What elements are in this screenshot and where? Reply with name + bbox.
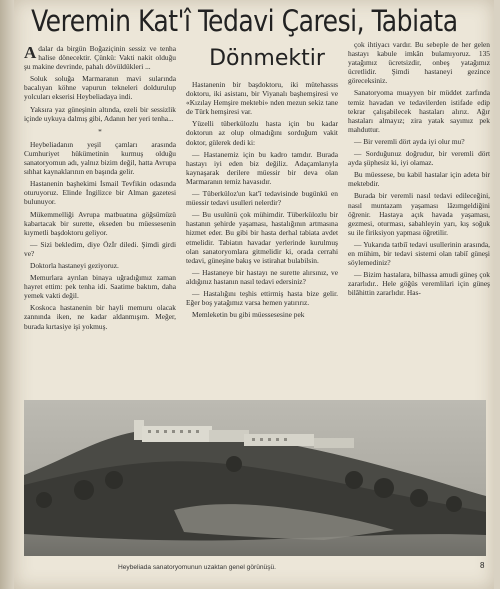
paragraph: çok ihtiyacı vardır. Bu sebeple de her gelen hastayı kabule imkân bulamıyoruz. 135 yatağımız ücretsizdir, onbeş yatağımız ücretlidir. Şimdi hastaneyi gezince göreceksiniz.	[348, 40, 490, 86]
article-title-continuation: Dönmektir	[209, 46, 325, 71]
paragraph: Sanatoryoma muayyen bir müddet zarfında temiz havadan ve tedavilerden istifade edip tekrar çalışabilecek hastaları alırız. Ağır hastaları almayız; zira yatak sayımız pek mahduttur.	[348, 88, 490, 134]
section-divider: *	[98, 126, 102, 136]
paragraph: Mükemmelliği Avrupa matbuatına göğsümüzü kabartacak bir surette, ekseden bu müessesenin kıymetli başdoktoru geliyor.	[24, 209, 176, 237]
paragraph: Koskoca hastanenin bir hayli memuru olacak zannında iken, ne kadar aldanmışım. Meğer, burada kırtasiye işi yokmuş.	[24, 303, 176, 331]
paragraph: — Bu usulünü çok mühimdir. Tüberkülozlu bir hastanın şehirde yaşaması, hastalığının artmasına hizmet eder. Bu gibi bir hasta derhal tabiata avdet etmelidir. Tabiatın havadar yerlerinde kurulmuş olan sanatoryomlara gitmelidir ki, orada cerrahi tedavi, güneşine bakış ve istirahat bulabilsin.	[186, 210, 338, 265]
paragraph: Bu müessese, bu kabil hastalar için adeta bir mektebdir.	[348, 170, 490, 189]
photo-caption: Heybeliada sanatoryomunun uzaktan genel görünüşü.	[118, 564, 276, 571]
paragraph: — Bizim hastalara, bilhassa amudi güneş çok zararlıdır.. Hele göğüs veremlilari için güneş bilâhittin zararlıdır. Has-	[348, 270, 490, 298]
paragraph: — Tüberküloz'un kat'î tedavisinde bugünkü en müessir tedavi usulleri nelerdir?	[186, 189, 338, 208]
paragraph: — Sorduğunuz doğrudur, bir veremli dört ayda şüphesiz ki, iyi olamaz.	[348, 149, 490, 168]
page-number: 8	[480, 561, 485, 570]
article-title: Veremin Kat'î Tedavi Çaresi, Tabiata	[31, 4, 458, 38]
sanatorium-photo-illustration	[24, 400, 486, 556]
paragraph: Yaksıra yaz güneşinin altında, ezeli bir sessizlik içinde uykuya dalmış gibi, Adanın her yeri tenha...	[24, 104, 176, 123]
paragraph: — Hastanemiz için bu kadro tamdır. Burada hastayı iyi eden biz değiliz. Adaçamlarıyla kaynaşarak derilere müessir bir deva olan Marmaranın temiz havasıdır.	[186, 149, 338, 186]
paragraph: Hastanenin başhekimi İsmail Tevfikin odasında oturuyoruz. Elinde İngilizce bir Alman gazetesi bulunuyor.	[24, 179, 176, 207]
column-2	[186, 80, 338, 388]
paragraph: Heybeliadanın yeşil çamları arasında Cumhuriyet hükümetinin kurmuş olduğu sanatoryomun adı, yalnız bizim değil, hatta Avrupa sıhhat kaynaklarının en başında gelir.	[24, 139, 176, 177]
paragraph: — Yukarıda tatbiî tedavi usullerinin arasında, en mühim, bir tedavi sistemi olan tabiî güneşi söylemediniz?	[348, 239, 490, 268]
paragraph: Hastanenin bir başdoktoru, iki mütehassıs doktoru, iki asistanı, bir Viyanalı başhemşiresi ve «Kızılay Hemşire mektebi» nden mezun sekiz tane de Türk hemşiresi var.	[186, 80, 338, 117]
paragraph: Doktorla hastaneyi geziyoruz.	[30, 260, 119, 270]
sanatorium-photo	[24, 400, 486, 556]
page-edge-shadow	[0, 0, 14, 589]
drop-cap: A	[24, 44, 37, 62]
paragraph: — Sizi bekledim, diye Özİr diledi. Şimdi girdi ve?	[24, 239, 176, 258]
column-3	[348, 40, 490, 390]
paragraph: Yüzelli tüberkülozlu hasta için bu kadar doktorun az olup olmadığını sorduğum vakit doktor, gülerek dedi ki:	[186, 119, 338, 147]
paragraph: — Hastaneye bir hastayı ne surette alırsınız, ve aldığınız hastanın nasıl tedavi edersiniz?	[186, 267, 338, 286]
paragraph: dalar da birgün Boğaziçinin sessiz ve tenha halise dönecektir. Çünkü: Vakti nakit olduğu şu makine devrinde, pahalı dövüldükleri ...	[24, 44, 176, 72]
paragraph: — Hastalığını teşhis ettirmiş hasta bize gelir. Eğer boş yatağımız varsa hemen yatırırız.	[186, 288, 338, 308]
paragraph: Burada bir veremli nasıl tedavi edileceğini, nasıl muntazam yaşaması lâzımgeldiğini öğrenir. Hastaya açık havada yaşaması, gezmesi, oturması, sabahleyin yarı, kış soğuk su ile firiksiyon yapması öğretilir.	[348, 191, 490, 237]
paragraph: Memleketin bu gibi müessesesine pek	[192, 310, 305, 320]
paragraph: Soluk soluğa Marmaranın mavi sularında bacalıyan köhne vapurun tekneleri doldurulup yolcuları ekserisi Heybeliadaya indi.	[24, 74, 176, 102]
paragraph: Memurlara ayrılan binaya uğradığımız zaman hayret ettim: pek tenha idi. Saatime baktım, daha yemek vakti değil.	[24, 273, 176, 301]
column-1	[24, 44, 176, 390]
paragraph: — Bir veremli dört ayda iyi olur mu?	[354, 136, 465, 146]
